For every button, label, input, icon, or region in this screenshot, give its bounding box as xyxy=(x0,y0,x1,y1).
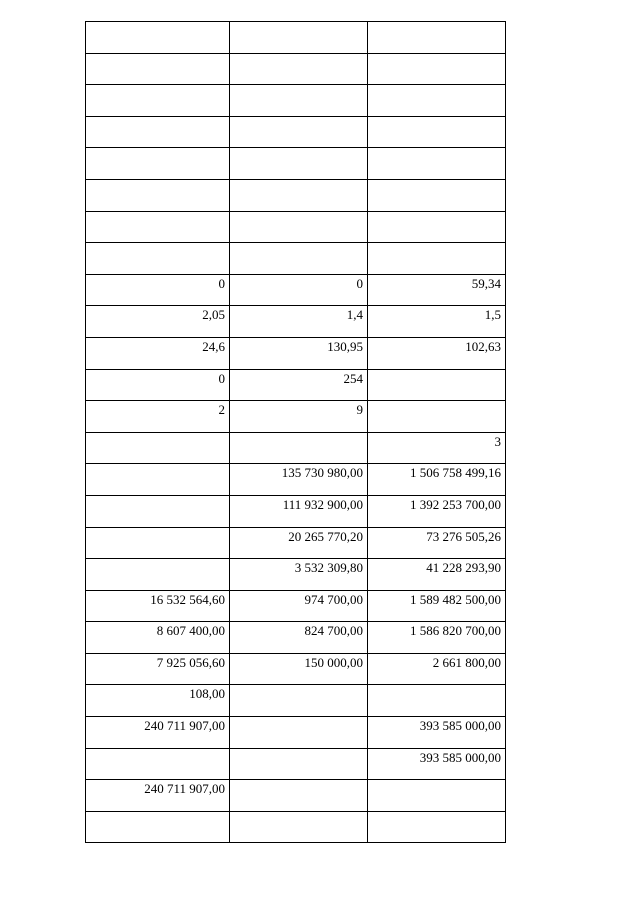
table-row xyxy=(86,685,506,717)
table-cell: 102,63 xyxy=(368,337,506,369)
table-row xyxy=(86,116,506,148)
table-row xyxy=(86,495,506,527)
table-cell xyxy=(230,179,368,211)
table-cell: 2 661 800,00 xyxy=(368,653,506,685)
table-cell xyxy=(230,243,368,275)
table-cell xyxy=(230,148,368,180)
table-cell: 0 xyxy=(230,274,368,306)
table-cell xyxy=(368,179,506,211)
table-cell xyxy=(86,85,230,117)
table-cell xyxy=(368,116,506,148)
table-cell xyxy=(86,527,230,559)
table-cell xyxy=(86,243,230,275)
table-cell xyxy=(230,85,368,117)
table-cell: 393 585 000,00 xyxy=(368,717,506,749)
table-cell xyxy=(368,85,506,117)
table-cell: 73 276 505,26 xyxy=(368,527,506,559)
table-cell: 41 228 293,90 xyxy=(368,559,506,591)
table-cell xyxy=(368,685,506,717)
table-cell: 240 711 907,00 xyxy=(86,717,230,749)
table-cell: 20 265 770,20 xyxy=(230,527,368,559)
table-cell: 240 711 907,00 xyxy=(86,780,230,812)
table-row xyxy=(86,748,506,780)
table-row xyxy=(86,780,506,812)
table-cell xyxy=(86,148,230,180)
table-row xyxy=(86,590,506,622)
table-cell: 1,5 xyxy=(368,306,506,338)
table-cell: 393 585 000,00 xyxy=(368,748,506,780)
table-cell xyxy=(86,179,230,211)
table-row xyxy=(86,653,506,685)
table-cell xyxy=(86,748,230,780)
table-cell xyxy=(86,464,230,496)
table-cell: 0 xyxy=(86,274,230,306)
table-cell xyxy=(86,116,230,148)
data-table-container xyxy=(85,21,506,843)
table-cell: 108,00 xyxy=(86,685,230,717)
table-cell xyxy=(368,211,506,243)
table-cell xyxy=(368,780,506,812)
table-cell xyxy=(230,811,368,843)
table-row xyxy=(86,337,506,369)
table-cell xyxy=(86,211,230,243)
table-cell: 59,34 xyxy=(368,274,506,306)
data-table-body xyxy=(86,22,506,843)
table-row xyxy=(86,22,506,54)
table-cell: 135 730 980,00 xyxy=(230,464,368,496)
table-cell xyxy=(86,432,230,464)
table-cell xyxy=(230,432,368,464)
table-cell: 1,4 xyxy=(230,306,368,338)
table-cell: 150 000,00 xyxy=(230,653,368,685)
table-cell: 7 925 056,60 xyxy=(86,653,230,685)
table-cell xyxy=(230,22,368,54)
table-row xyxy=(86,717,506,749)
table-cell: 3 532 309,80 xyxy=(230,559,368,591)
table-cell xyxy=(230,748,368,780)
table-cell: 0 xyxy=(86,369,230,401)
table-row xyxy=(86,811,506,843)
table-cell xyxy=(368,369,506,401)
table-cell xyxy=(86,559,230,591)
table-cell: 111 932 900,00 xyxy=(230,495,368,527)
table-cell: 1 392 253 700,00 xyxy=(368,495,506,527)
table-cell: 3 xyxy=(368,432,506,464)
table-row xyxy=(86,211,506,243)
table-cell: 1 586 820 700,00 xyxy=(368,622,506,654)
table-cell: 254 xyxy=(230,369,368,401)
table-row xyxy=(86,369,506,401)
table-cell: 9 xyxy=(230,401,368,433)
table-row xyxy=(86,622,506,654)
table-cell: 2,05 xyxy=(86,306,230,338)
table-row xyxy=(86,306,506,338)
table-cell: 1 506 758 499,16 xyxy=(368,464,506,496)
table-cell: 974 700,00 xyxy=(230,590,368,622)
table-cell xyxy=(230,780,368,812)
table-cell: 16 532 564,60 xyxy=(86,590,230,622)
table-row xyxy=(86,464,506,496)
table-cell xyxy=(86,53,230,85)
table-cell xyxy=(368,148,506,180)
table-row xyxy=(86,148,506,180)
table-cell xyxy=(86,811,230,843)
table-row xyxy=(86,432,506,464)
table-cell: 130,95 xyxy=(230,337,368,369)
table-cell xyxy=(230,53,368,85)
data-table xyxy=(85,21,506,843)
table-cell: 8 607 400,00 xyxy=(86,622,230,654)
table-row xyxy=(86,559,506,591)
table-row xyxy=(86,527,506,559)
table-cell xyxy=(368,243,506,275)
table-row xyxy=(86,243,506,275)
table-row xyxy=(86,179,506,211)
table-row xyxy=(86,85,506,117)
table-cell xyxy=(230,116,368,148)
table-cell xyxy=(230,717,368,749)
table-cell: 1 589 482 500,00 xyxy=(368,590,506,622)
table-cell: 2 xyxy=(86,401,230,433)
table-cell xyxy=(368,811,506,843)
table-cell xyxy=(368,22,506,54)
table-cell xyxy=(230,685,368,717)
table-cell xyxy=(368,53,506,85)
table-cell: 24,6 xyxy=(86,337,230,369)
table-row xyxy=(86,274,506,306)
table-row xyxy=(86,401,506,433)
table-row xyxy=(86,53,506,85)
table-cell: 824 700,00 xyxy=(230,622,368,654)
table-cell xyxy=(368,401,506,433)
table-cell xyxy=(86,22,230,54)
table-cell xyxy=(86,495,230,527)
table-cell xyxy=(230,211,368,243)
